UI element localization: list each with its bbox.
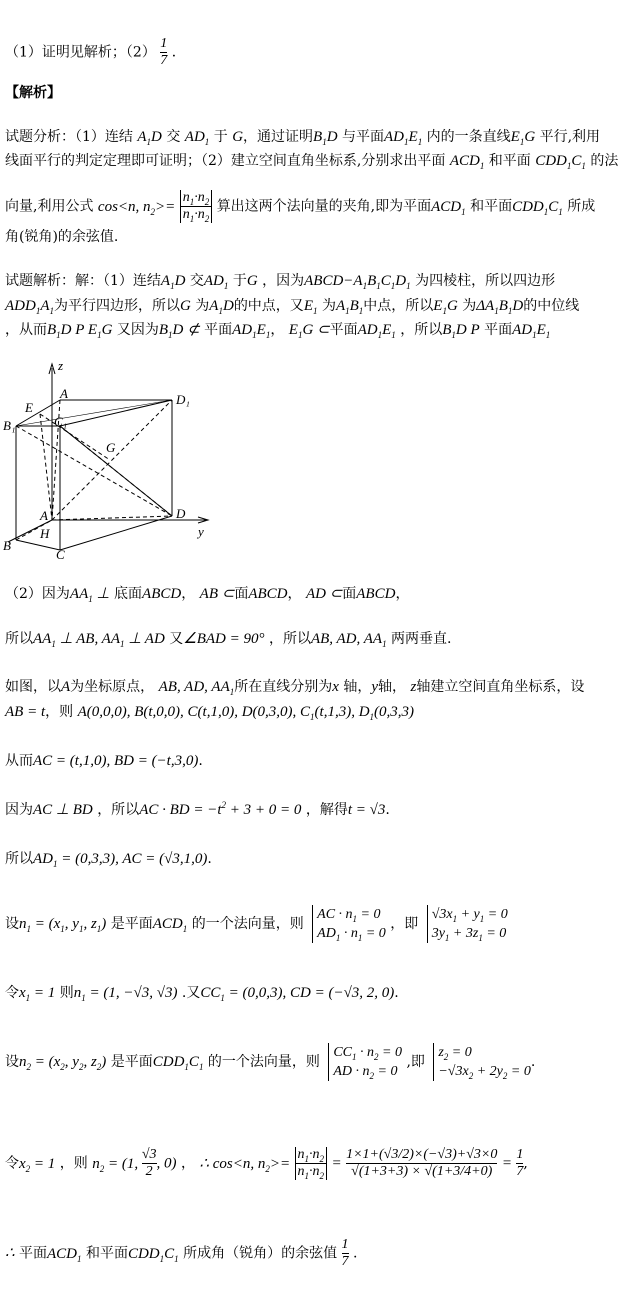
solution-line-2: $ADD_1A_1$为平行四边形，所以G 为$A_1D$的中点，又$E_1$ 为$A_1B_1$中点，所以$E_1G$ 为$\Delta A_1B_1D$的中位线 [5,298,580,316]
part2-line-11: 令$x_2 = 1$ ，则 $n_2 = (1$, $\frac{√3}{2}$ , 0) ， ∴ cos<n, $n_2>=$ $\frac{n_1\cdot n_2}{n_1\cdot n_2}$ = $\frac{1\times 1+(√3/2)\times(-√3)+√3\times 0}{√(1+3+3) \times √(1+3/4+0)}$ = $\frac{1}{7}$ , [5,1147,528,1181]
part2-line-5: 从而AC = (t,1,0), BD = (−t,3,0). [5,753,203,769]
part2-line-10: 设$n_2 = (x_2$, $y_2$, $z_2$) 是平面$CDD_1C_1$ 的一个法向量，则 $CC_1 \cdot n_2 = 0$ AD · $n_2 = 0$ ,即 $z_2 = 0$ $-√3x_2 + 2y_2 = 0$. [5,1045,536,1081]
figure-label: A [60,386,68,401]
answer-line: （1）证明见解析；（2） $\frac{1}{7}$ ． [5,36,186,68]
figure-label: G [106,440,116,455]
figure-label: y [198,524,204,539]
figure-label: D₁ [176,392,190,407]
analysis-line-1: 试题分析：（1）连结 $A_1D$ 交 $AD_1$ 于 G，通过证明$B_1D$ 与平面$AD_1E_1$ 内的一条直线$E_1G$ 平行,利用 [5,129,601,147]
figure-label: C [56,547,65,560]
part2-line-4: AB = t，则 A(0,0,0), B(t,0,0), C(t,1,0), D(0,3,0), $C_1(t,1,3)$, $D_1(0,3,3)$ [5,704,415,722]
solution-line-1: 试题解析：解：（1）连结$A_1D$ 交$AD_1$ 于G ，因为$ABCD-A_1B_1C_1D_1$ 为四棱柱，所以四边形 [5,273,556,291]
section-heading: 【解析】 [5,85,61,101]
figure-label: B₁ [3,418,16,433]
part2-line-12: ∴ 平面$ACD_1$ 和平面$CDD_1C_1$ 所成角（锐角）的余弦值 $\frac{1}{7}$ . [5,1237,358,1269]
figure-label: E [25,400,33,415]
figure-label: C₁ [54,414,68,429]
figure-label: z [58,360,64,373]
figure-label: B [3,538,11,553]
part2-line-8: 设$n_1 = (x_1$, $y_1$, $z_1$) 是平面$ACD_1$ 的一个法向量，则 AC · $n_1 = 0$ $AD_1 \cdot n_1 = 0$ ，即 $√3x_1 + y_1 = 0$ $3y_1 + 3z_1 = 0$ [5,907,508,943]
analysis-line-2: 线面平行的判定定理即可证明；（2）建立空间直角坐标系,分别求出平面 $ACD_1$ 和平面 $CDD_1C_1$ 的法 [5,153,619,171]
answer-fraction: $\frac{1}{7}$ [160,36,168,68]
analysis-line-3: 向量,利用公式 cos<n, $n_2>=$ $\frac{n_1\cdot n_2}{n_1\cdot n_2}$ 算出这两个法向量的夹角,即为平面$ACD_1$ 和平面$CDD_1C_1$ 所成 [5,190,596,224]
analysis-line-4: 角(锐角)的余弦值. [5,229,119,245]
part2-line-2: 所以$AA_1$ ⊥ AB, $AA_1$ ⊥ AD 又∠BAD = 90° ，所以AB, AD, $AA_1$ 两两垂直. [5,631,452,649]
part2-line-7: 所以$AD_1 = (0,3,3)$, AC = (√3,1,0). [5,851,212,869]
part2-line-9: 令$x_1 = 1$ 则$n_1 = (1$, −√3, √3) .又$CC_1 = (0,0,3)$, CD = (−√3, 2, 0). [5,985,399,1003]
part2-line-1: （2）因为$AA_1$ ⊥ 底面ABCD， AB ⊂面ABCD， AD ⊂面ABCD， [5,586,410,604]
part2-line-6: 因为AC ⊥ BD ，所以AC · BD = $-t^2 + 3 + 0 = 0$ ，解得t = √3. [5,800,390,818]
part2-line-3: 如图，以A为坐标原点， AB, AD, $AA_1$所在直线分别为x 轴，y轴， z轴建立空间直角坐标系，设 [5,679,585,697]
solution-line-3: ，从而$B_1D$ P $E_1G$ 又因为$B_1D$ ⊄ 平面$AD_1E_1$， $E_1G$ ⊂平面$AD_1E_1$ ，所以$B_1D$ P 平面$AD_1E_1$ [5,322,551,340]
figure-label: D [176,506,186,521]
prism-figure [0,360,240,560]
figure-label: A [40,508,48,523]
figure-label: H [40,526,50,541]
